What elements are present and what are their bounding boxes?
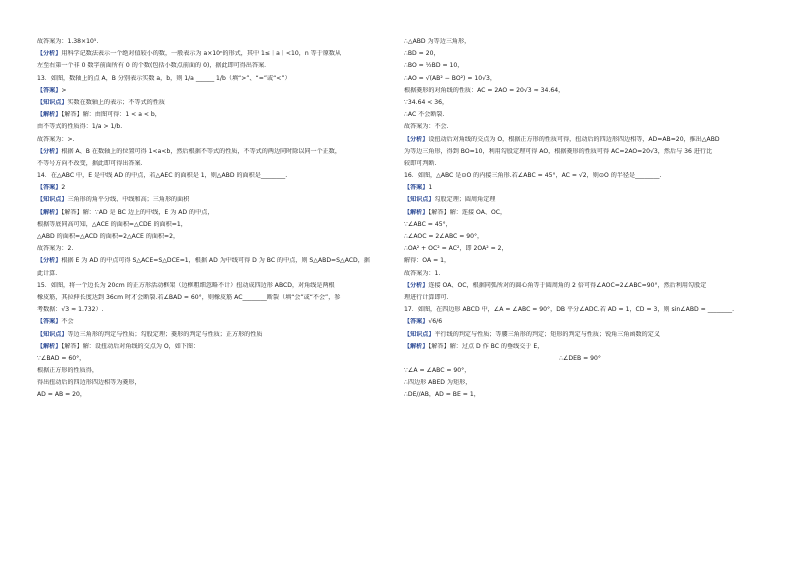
text-line	[37, 209, 389, 217]
line-text: 16．如图，△ABC 是⊙O 的内接三角形.若∠ABC = 45°，AC = √2，则⊙O 的半径是________.	[404, 172, 662, 180]
text-line	[37, 99, 389, 107]
section-label: 【分析】	[404, 135, 429, 143]
text-line	[404, 38, 756, 46]
section-label: 【分析】	[37, 257, 62, 265]
section-label: 【知识点】	[37, 98, 68, 106]
line-text: 根据等底同高可知，△ACE 的面积=△CDE 的面积=1，	[37, 220, 187, 228]
text-line	[404, 294, 756, 302]
line-text: 1	[428, 184, 433, 192]
text-line	[37, 160, 389, 168]
section-label: 【解析】	[37, 208, 62, 216]
line-text: ∴∠AOC = 2∠ABC = 90°，	[404, 233, 484, 240]
line-text: 【解答】解：连接 OA、OC，	[428, 208, 507, 216]
line-text: 橡皮筋，其拉伸长度达到 36cm 时才会断裂.若∠BAD = 60°，则橡皮筋 AC________断裂（填“会”或“不会”，参	[37, 293, 341, 301]
text-line	[37, 87, 389, 95]
section-label: 【答案】	[37, 86, 62, 94]
text-line	[404, 62, 756, 70]
text-line	[37, 257, 389, 265]
text-line	[404, 148, 756, 156]
line-text: 三角形的角平分线、中线和高；三角形的面积	[67, 196, 190, 204]
text-line	[37, 148, 389, 156]
line-text: 此计算.	[37, 269, 58, 277]
text-line	[37, 111, 389, 119]
line-text: 得出扭动后的四边形四边相等为菱形，	[37, 379, 141, 387]
text-line	[404, 221, 756, 229]
line-text: >	[61, 86, 67, 94]
section-label: 【解析】	[404, 208, 429, 216]
line-text: 故答案为：1.	[404, 269, 441, 277]
right-column	[404, 38, 756, 404]
line-text: ∴四边形 ABED 为矩形，	[404, 379, 472, 387]
text-line	[37, 379, 389, 387]
line-text: 较即可判断.	[404, 159, 437, 167]
line-text: ∴BO = ½BD = 10，	[404, 62, 464, 70]
text-line	[404, 196, 756, 204]
text-line	[37, 391, 389, 399]
line-text: 故答案为：2.	[37, 245, 74, 253]
line-text: 【解答】解：设扭动后对角线的交点为 O，如下图：	[61, 342, 200, 350]
text-line	[404, 50, 756, 58]
line-text: 【解答】解：过点 D 作 BC 的垂线交于 E，	[428, 342, 544, 350]
line-text: 解得：OA = 1，	[404, 257, 451, 265]
line-text: 【解答】解：由图可得：1 < a < b，	[61, 111, 161, 119]
text-line	[404, 136, 756, 144]
text-line	[404, 172, 756, 180]
line-text: 平行线的判定与性质；等腰三角形的判定；矩形的判定与性质；锐角三角函数的定义	[434, 330, 660, 338]
line-text: 故答案为：1.38×10⁵.	[37, 38, 99, 45]
text-line	[404, 184, 756, 192]
text-line	[37, 221, 389, 229]
line-text: AD = AB = 20，	[37, 391, 87, 399]
text-line	[404, 123, 756, 131]
text-line	[37, 306, 389, 314]
line-text: 根据 A、B 在数轴上的位置可得 1<a<b，然后根据不等式的性质，不等式的两边同时除以同一个正数，	[61, 147, 341, 155]
line-text: √6/6	[428, 318, 443, 326]
line-text: 2	[61, 184, 66, 192]
line-text: 故答案为：不会.	[404, 123, 449, 131]
line-text: ∴DE//AB，AD = BE = 1，	[404, 391, 480, 399]
text-line	[404, 282, 756, 290]
text-line	[404, 379, 756, 387]
section-label: 【分析】	[404, 281, 429, 289]
text-line	[404, 270, 756, 278]
line-text: ∴∠DEB = 90°	[559, 354, 601, 362]
text-line	[404, 233, 756, 241]
text-line	[37, 355, 389, 363]
line-text: 根据正方形的性质得，	[37, 367, 98, 375]
section-label: 【分析】	[37, 50, 62, 58]
line-text: 考数据：√3 ≈ 1.732）.	[37, 306, 104, 314]
text-line	[37, 184, 389, 192]
text-line	[37, 123, 389, 131]
text-line	[37, 270, 389, 278]
text-line	[404, 306, 756, 314]
line-text: 连接 OA、OC，根据同弧所对的圆心角等于圆周角的 2 倍可得∠AOC=2∠ABC=90°，然后利用勾股定	[428, 281, 707, 289]
text-line	[404, 209, 756, 217]
text-line	[37, 245, 389, 253]
line-text: ∴△ABD 为等边三角形，	[404, 38, 471, 45]
line-text: 设扭动后对角线的交点为 O，根据正方形的性质可得，扭动后的四边形四边相等，AD=AB=20，推出△ABD	[428, 135, 720, 143]
line-text: ∴AO = √(AB² − BO²) = 10√3，	[404, 74, 497, 82]
line-text: ∵∠A = ∠ABC = 90°，	[404, 367, 471, 375]
line-text: 由不等式的性质得：1/a > 1/b.	[37, 123, 123, 131]
section-label: 【答案】	[37, 318, 62, 326]
text-line	[404, 367, 756, 375]
line-text: 根据 E 为 AD 的中点可得 S△ACE=S△DCE=1，根据 AD 为中线可得 D 为 BC 的中点，则 S△ABD=S△ACD，据	[61, 257, 370, 265]
line-text: 不会	[61, 318, 74, 326]
text-line	[37, 318, 389, 326]
line-text: 【解答】解：∵AD 是 BC 边上的中线，E 为 AD 的中点，	[61, 208, 214, 216]
text-line	[37, 75, 389, 83]
line-text: ∴OA² + OC² = AC²，即 2OA² = 2，	[404, 245, 508, 253]
section-label: 【知识点】	[37, 330, 68, 338]
text-line	[37, 331, 389, 339]
text-line	[37, 196, 389, 204]
text-line	[404, 111, 756, 119]
section-label: 【解析】	[37, 342, 62, 350]
line-text: ∴AC 不会断裂.	[404, 111, 445, 119]
text-line	[404, 75, 756, 83]
section-label: 【知识点】	[404, 196, 435, 204]
section-label: 【解析】	[404, 342, 429, 350]
text-line	[37, 172, 389, 180]
text-line	[37, 50, 389, 58]
line-text: ∵∠BAD = 60°，	[37, 354, 86, 362]
text-line	[37, 62, 389, 70]
line-text: 不等号方向不改变，据此即可得出答案.	[37, 159, 143, 167]
section-label: 【知识点】	[404, 330, 435, 338]
text-line	[404, 245, 756, 253]
text-line	[404, 331, 756, 339]
text-line	[404, 391, 756, 399]
section-label: 【知识点】	[37, 196, 68, 204]
text-line	[37, 282, 389, 290]
text-line	[404, 318, 756, 326]
text-line	[404, 355, 756, 363]
text-line	[37, 294, 389, 302]
line-text: 实数在数轴上的表示；不等式的性质	[67, 98, 165, 106]
section-label: 【分析】	[37, 147, 62, 155]
line-text: △ABD 的面积=△ACD 的面积=2△ACE 的面积=2，	[37, 233, 180, 240]
text-line	[37, 343, 389, 351]
line-text: 左至右第一个非 0 数字前面所有 0 的个数(包括小数点前面的 0)，据此即可得出答案.	[37, 62, 267, 70]
text-line	[404, 99, 756, 107]
section-label: 【解析】	[37, 111, 62, 119]
line-text: ∵∠ABC = 45°，	[404, 220, 452, 228]
text-line	[404, 160, 756, 168]
line-text: 理进行计算即可.	[404, 293, 449, 301]
line-text: ∴BD = 20，	[404, 50, 440, 58]
text-line	[37, 38, 389, 46]
left-column	[37, 38, 389, 404]
text-line	[37, 233, 389, 241]
line-text: 故答案为：>.	[37, 135, 75, 143]
line-text: 为等边三角形，得到 BO=10，利用勾股定理可得 AO，根据菱形的性质可得 AC=2AO=20√3，然后与 36 进行比	[404, 147, 713, 155]
section-label: 【答案】	[404, 184, 429, 192]
line-text: 根据菱形的对角线的性质：AC = 2AO = 20√3 ≈ 34.64，	[404, 86, 565, 94]
line-text: 15．如图，将一个边长为 20cm 的正方形活动框架（边框粗细忽略不计）扭动成四边形 ABCD，对角线是两根	[37, 281, 335, 289]
line-text: 14．在△ABC 中，E 是中线 AD 的中点，若△AEC 的面积是 1，则△ABD 的面积是________.	[37, 172, 288, 180]
text-line	[404, 343, 756, 351]
text-line	[37, 367, 389, 375]
text-line	[404, 87, 756, 95]
line-text: 17．如图，在四边形 ABCD 中，∠A = ∠ABC = 90°，DB 平分∠ADC.若 AD = 1，CD = 3，则 sin∠ABD = ________.	[404, 306, 735, 314]
section-label: 【答案】	[404, 318, 429, 326]
line-text: ∵34.64 < 36，	[404, 98, 449, 106]
line-text: 用科学记数法表示一个绝对值较小的数，一般表示为 a×10ⁿ的形式，其中 1≤｜a｜<10，n 等于原数从	[61, 50, 342, 58]
line-text: 13．如图，数轴上的点 A，B 分别表示实数 a，b，则 1/a ______ 1/b（填“>”、“=”或“<”）	[37, 74, 291, 82]
section-label: 【答案】	[37, 184, 62, 192]
text-line	[37, 136, 389, 144]
line-text: 等边三角形的判定与性质；勾股定理；菱形的判定与性质；正方形的性质	[67, 330, 263, 338]
text-line	[404, 257, 756, 265]
line-text: 勾股定理；圆周角定理	[434, 196, 496, 204]
